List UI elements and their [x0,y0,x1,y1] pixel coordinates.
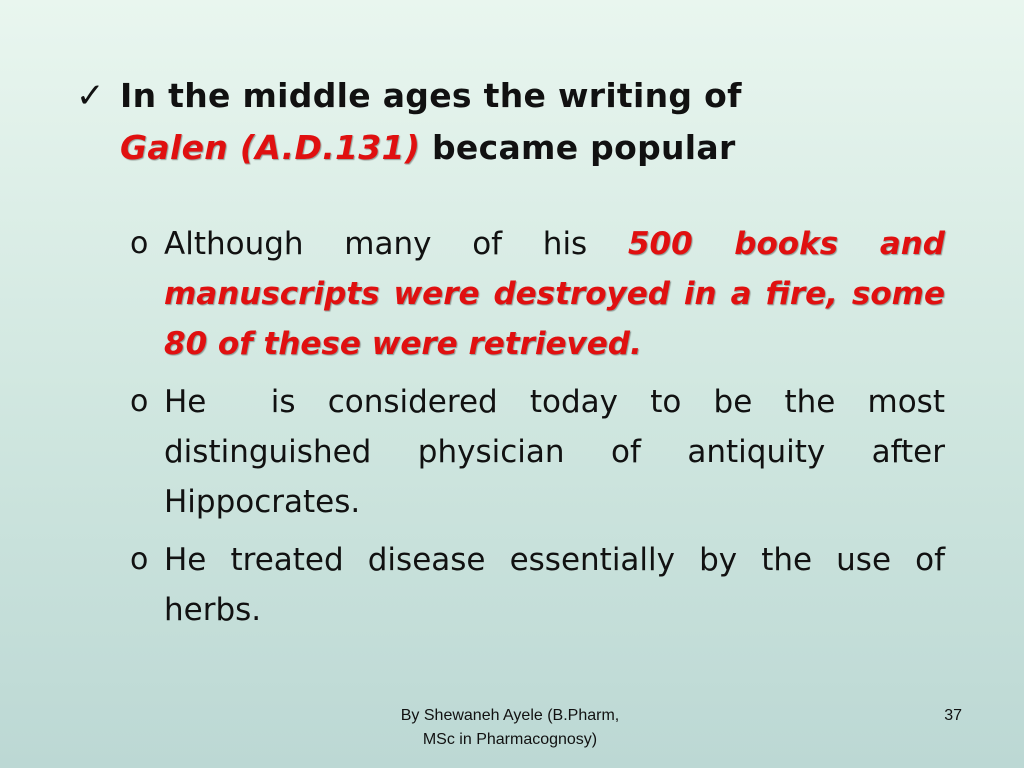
heading-emphasis: Galen (A.D.131) [120,128,421,167]
bullet-text: He treated disease essentially by the use of herbs. [164,542,945,628]
bullet-text: He is considered today to be the most distinguished physician of antiquity after Hippocrates. [164,384,955,520]
bullet-marker-icon: o [130,384,149,419]
bullet-list [130,219,955,643]
bullet-item [130,535,945,635]
bullet-emphasis: 500 books and manuscripts were destroyed in a fire, some 80 of these were retrieved. [164,226,945,362]
bullet-text: Although many of his [164,226,628,262]
heading-line-1: In the middle ages the writing of [120,76,742,115]
footer-author [340,704,680,752]
slide-heading [76,70,876,174]
page-number: 37 [944,707,962,724]
bullet-item [130,219,945,369]
heading-line-2 [76,122,876,174]
checkmark-icon: ✓ [76,76,105,116]
bullet-marker-icon: o [130,542,149,577]
footer-author-line-1: By Shewaneh Ayele (B.Pharm, [400,707,620,724]
bullet-item [130,377,955,527]
footer-author-line-2: MSc in Pharmacognosy) [422,731,598,748]
heading-line-2-rest: became popular [420,128,736,167]
bullet-marker-icon: o [130,226,149,261]
